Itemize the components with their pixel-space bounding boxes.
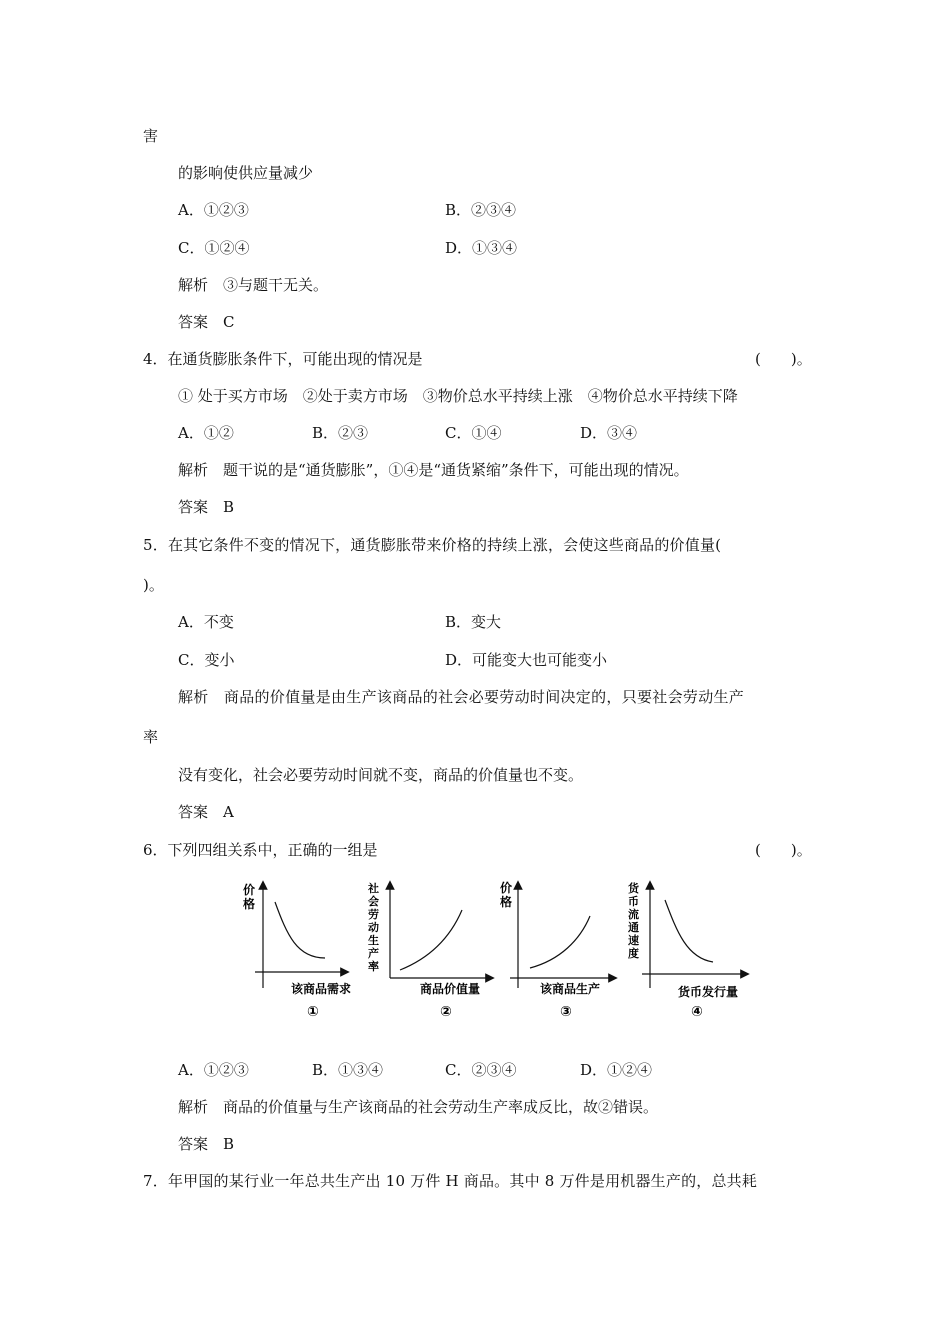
graph-4-ylabel: 货币流通速度 <box>628 882 639 960</box>
graph-1 <box>243 882 351 1020</box>
graph-4-curve <box>665 900 713 962</box>
graph-2-number: ② <box>440 1004 452 1020</box>
q5-stem-cont: )。 <box>143 576 164 594</box>
q4-analysis: 解析 题干说的是“通货膨胀”，①④是“通货紧缩”条件下，可能出现的情况。 <box>178 461 689 479</box>
q4-answer: 答案 B <box>178 498 235 516</box>
q7-stem: 7．年甲国的某行业一年总共生产出 10 万件 H 商品。其中 8 万件是用机器生产的，总共耗 <box>143 1172 758 1190</box>
q4-option-c: C．①④ <box>445 424 502 442</box>
q6-option-d: D．①②④ <box>580 1061 653 1079</box>
q5-analysis-cont2: 没有变化，社会必要劳动时间就不变，商品的价值量也不变。 <box>178 766 584 784</box>
q6-option-b: B．①③④ <box>312 1061 384 1079</box>
graph-3-xlabel: 该商品生产 <box>540 982 601 996</box>
graph-1-ylabel: 价格 <box>243 883 256 911</box>
q4-statements: ① 处于买方市场 ②处于卖方市场 ③物价总水平持续上涨 ④物价总水平持续下降 <box>178 387 738 405</box>
graph-2-curve <box>400 910 462 970</box>
q4-option-d: D．③④ <box>580 424 638 442</box>
q4-stem: 4．在通货膨胀条件下，可能出现的情况是 <box>143 350 423 368</box>
q5-analysis-cont: 率 <box>143 728 159 746</box>
q5-stem: 5．在其它条件不变的情况下，通货膨胀带来价格的持续上涨，会使这些商品的价值量( <box>143 536 722 554</box>
graph-3-ylabel: 价格 <box>500 881 513 909</box>
graph-4 <box>628 881 745 1020</box>
q5-option-d: D．可能变大也可能变小 <box>445 651 608 669</box>
q6-analysis: 解析 商品的价值量与生产该商品的社会劳动生产率成反比，故②错误。 <box>178 1098 659 1116</box>
graph-4-xlabel: 货币发行量 <box>678 985 739 999</box>
q5-option-a: A．不变 <box>178 613 234 631</box>
graph-3-number: ③ <box>560 1004 572 1020</box>
q6-answer: 答案 B <box>178 1135 235 1153</box>
graph-3 <box>500 880 613 1020</box>
graph-2-xlabel: 商品价值量 <box>420 982 481 996</box>
q3-answer: 答案 C <box>178 313 235 331</box>
q6-graphs-figure <box>235 880 775 1020</box>
q4-option-b: B．②③ <box>312 424 369 442</box>
graph-1-xlabel: 该商品需求 <box>291 982 352 996</box>
graph-2-ylabel: 社会劳动生产率 <box>368 882 379 973</box>
q3-option-a: A．①②③ <box>178 201 249 219</box>
q6-answer-blank: ( )。 <box>755 841 812 859</box>
q5-answer: 答案 A <box>178 803 234 821</box>
graph-2 <box>367 881 490 1020</box>
q6-stem: 6．下列四组关系中，正确的一组是 <box>143 841 378 859</box>
q5-analysis: 解析 商品的价值量是由生产该商品的社会必要劳动时间决定的，只要社会劳动生产 <box>178 688 745 706</box>
graph-1-curve <box>275 902 325 958</box>
q3-analysis: 解析 ③与题干无关。 <box>178 276 329 294</box>
graph-3-curve <box>530 916 590 968</box>
q6-option-c: C．②③④ <box>445 1061 517 1079</box>
q4-answer-blank: ( )。 <box>755 350 812 368</box>
q4-option-a: A．①② <box>178 424 234 442</box>
q5-option-c: C．变小 <box>178 651 235 669</box>
q5-option-b: B．变大 <box>445 613 502 631</box>
q3-option-c: C．①②④ <box>178 239 250 257</box>
graph-4-number: ④ <box>691 1004 703 1020</box>
q3-option-d: D．①③④ <box>445 239 518 257</box>
q3-option-b: B．②③④ <box>445 201 517 219</box>
q6-option-a: A．①②③ <box>178 1061 249 1079</box>
text-line: 的影响使供应量减少 <box>178 164 314 182</box>
graph-1-number: ① <box>307 1004 319 1020</box>
text-line: 害 <box>143 127 159 145</box>
